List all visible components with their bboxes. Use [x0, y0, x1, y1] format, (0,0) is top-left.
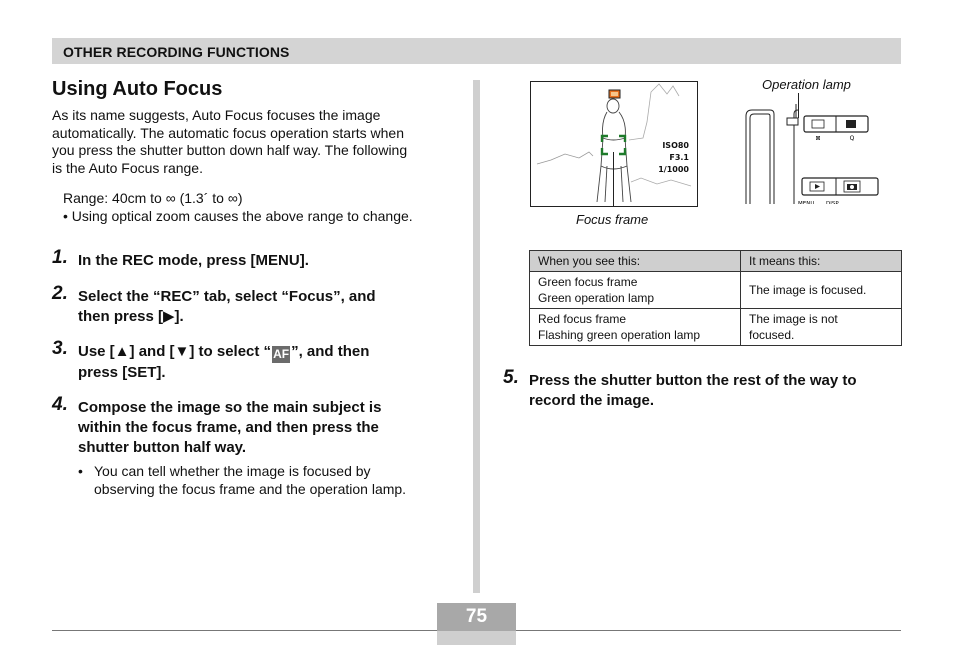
focus-status-table [529, 250, 902, 346]
step-line: Compose the image so the main subject is [78, 399, 382, 416]
table-header: When you see this: [530, 251, 741, 272]
focus-range: Range: 40cm to ∞ (1.3´ to ∞) [63, 190, 243, 206]
table-header-row [530, 251, 902, 272]
step-line-post: ”, and then [291, 343, 370, 360]
intro-line: you press the shutter button down half way. The following [52, 142, 408, 158]
step-text [78, 287, 376, 327]
tele-icon: Q [849, 135, 855, 142]
step-number: 5. [503, 367, 519, 388]
step-line [78, 342, 369, 363]
shutter-readout: 1/1000 [658, 165, 689, 174]
range-note: • Using optical zoom causes the above range to change. [63, 208, 413, 224]
step-line: record the image. [529, 392, 655, 409]
page-number: 75 [437, 603, 516, 631]
table-cell [530, 272, 741, 309]
table-cell [741, 272, 902, 309]
step-line: shutter button half way. [78, 439, 247, 456]
menu-label: MENU [798, 201, 815, 204]
focus-frame-caption: Focus frame [576, 212, 649, 227]
section-header-bar [52, 38, 901, 64]
step-number: 2. [52, 283, 68, 304]
operation-lamp-leader [798, 93, 799, 118]
cell-line: The image is not [749, 312, 838, 326]
step-text [78, 398, 381, 458]
lcd-screen-illustration [530, 81, 698, 207]
cell-line: Green focus frame [538, 275, 638, 289]
wide-icon: ⊠ [815, 135, 821, 142]
step-1 [52, 247, 462, 273]
bullet-line: You can tell whether the image is focused by [94, 463, 371, 479]
focus-frame-leader [613, 152, 614, 207]
step-4 [52, 394, 462, 460]
step-2 [52, 283, 462, 329]
step-text [78, 342, 369, 383]
step-text: In the REC mode, press [MENU]. [78, 252, 309, 269]
step-3 [52, 338, 462, 384]
aperture-readout: F3.1 [669, 153, 689, 162]
bullet-text [94, 463, 444, 498]
intro-line: automatically. The automatic focus operation starts when [52, 124, 404, 141]
camera-back-illustration [740, 104, 890, 204]
intro-paragraph [52, 107, 452, 177]
cell-line: Green operation lamp [538, 291, 655, 305]
step-number: 4. [52, 394, 68, 415]
step-number: 1. [52, 247, 68, 268]
iso-readout: ISO80 [662, 141, 689, 150]
table-cell [741, 309, 902, 346]
bullet-dot: • [78, 463, 83, 479]
af-icon: AF [273, 347, 290, 361]
cell-line: The image is focused. [749, 283, 867, 297]
disp-label: DISP [826, 201, 839, 204]
table-row [530, 309, 902, 346]
operation-lamp [787, 118, 798, 125]
page-title: Using Auto Focus [52, 78, 223, 100]
step-line: within the focus frame, and then press the [78, 419, 379, 436]
section-header: OTHER RECORDING FUNCTIONS [63, 44, 290, 60]
column-divider [473, 80, 480, 593]
step-number: 3. [52, 338, 68, 359]
table-cell [530, 309, 741, 346]
step-line: Press the shutter button the rest of the way to [529, 372, 857, 389]
table-header: It means this: [741, 251, 902, 272]
lcd-scene [531, 82, 697, 206]
step-line: then press [▶]. [78, 308, 184, 325]
intro-line: As its name suggests, Auto Focus focuses the image [52, 107, 381, 123]
camera-back-drawing [740, 104, 890, 204]
intro-line: is the Auto Focus range. [52, 159, 203, 176]
step-line-pre: Use [▲] and [▼] to select “ [78, 343, 272, 360]
cell-line: Red focus frame [538, 312, 627, 326]
step-5 [503, 367, 903, 413]
step-line: Select the “REC” tab, select “Focus”, and [78, 288, 376, 305]
step-line: press [SET]. [78, 364, 166, 381]
operation-lamp-caption: Operation lamp [762, 77, 851, 92]
cell-line: focused. [749, 328, 795, 342]
step-text [529, 371, 857, 411]
cell-line: Flashing green operation lamp [538, 328, 701, 342]
table-row [530, 272, 902, 309]
bullet-line: observing the focus frame and the operation lamp. [94, 480, 407, 497]
